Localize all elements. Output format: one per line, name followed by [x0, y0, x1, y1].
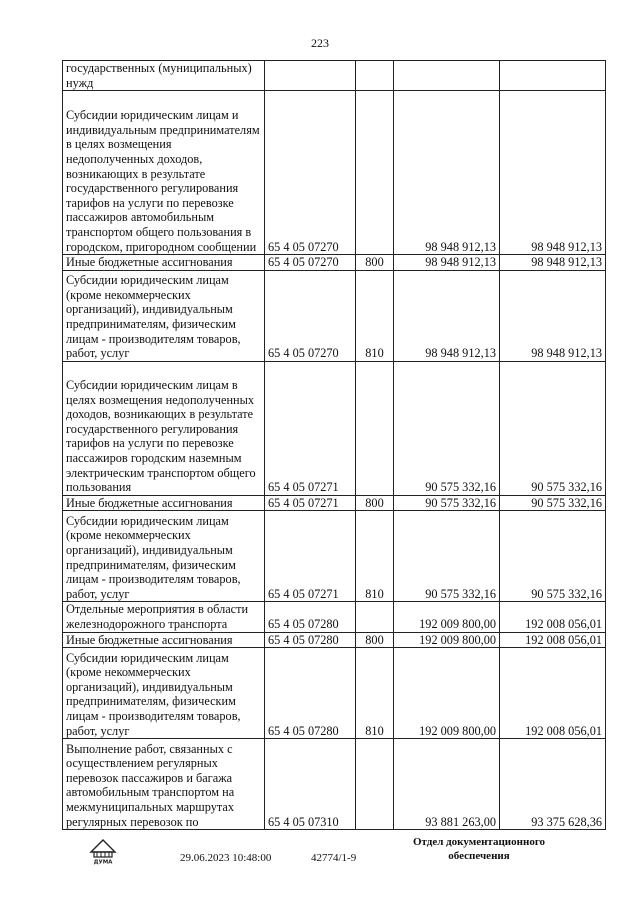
row-sum-fact — [500, 61, 606, 91]
row-name: Иные бюджетные ассигнования — [63, 632, 265, 648]
row-vr — [356, 739, 394, 830]
row-code: 65 4 05 07270 — [265, 270, 356, 361]
row-code: 65 4 05 07271 — [265, 511, 356, 602]
row-sum-plan: 93 881 263,00 — [394, 739, 500, 830]
row-name: государственных (муниципальных) нужд — [63, 61, 265, 91]
row-code: 65 4 05 07280 — [265, 632, 356, 648]
row-vr: 800 — [356, 255, 394, 271]
table-row — [63, 61, 606, 91]
row-vr: 810 — [356, 270, 394, 361]
budget-table — [62, 60, 606, 830]
row-sum-plan: 98 948 912,13 — [394, 270, 500, 361]
table-row — [63, 91, 606, 255]
table-row — [63, 602, 606, 632]
row-code: 65 4 05 07270 — [265, 255, 356, 271]
row-vr — [356, 91, 394, 255]
row-vr: 810 — [356, 648, 394, 739]
row-sum-plan: 90 575 332,16 — [394, 495, 500, 511]
duma-logo-icon — [88, 835, 118, 865]
row-code: 65 4 05 07271 — [265, 361, 356, 495]
row-sum-fact: 93 375 628,36 — [500, 739, 606, 830]
row-code — [265, 61, 356, 91]
logo-text: ДУМА — [93, 859, 113, 865]
row-sum-fact: 192 008 056,01 — [500, 648, 606, 739]
row-sum-fact: 192 008 056,01 — [500, 632, 606, 648]
table-row — [63, 255, 606, 271]
table-row — [63, 361, 606, 495]
row-vr: 800 — [356, 632, 394, 648]
print-datetime: 29.06.2023 10:48:00 — [180, 852, 272, 864]
row-name: Отдельные мероприятия в области железнодорожного транспорта — [63, 602, 265, 632]
row-sum-fact: 98 948 912,13 — [500, 255, 606, 271]
row-vr: 800 — [356, 495, 394, 511]
row-sum-fact: 90 575 332,16 — [500, 361, 606, 495]
row-sum-fact: 98 948 912,13 — [500, 270, 606, 361]
page-number: 223 — [311, 36, 329, 50]
row-name: Субсидии юридическим лицам (кроме некоммерческих организаций), индивидуальным предпринимателям, физическим лицам - производителям товаров, работ, услуг — [63, 270, 265, 361]
row-sum-plan: 192 009 800,00 — [394, 632, 500, 648]
row-vr — [356, 61, 394, 91]
table-row — [63, 495, 606, 511]
row-code: 65 4 05 07271 — [265, 495, 356, 511]
row-sum-plan: 192 009 800,00 — [394, 648, 500, 739]
row-sum-plan: 90 575 332,16 — [394, 511, 500, 602]
document-number: 42774/1-9 — [311, 852, 357, 864]
table-row — [63, 511, 606, 602]
row-name: Иные бюджетные ассигнования — [63, 495, 265, 511]
department-line: обеспечения — [448, 850, 510, 862]
row-sum-plan: 98 948 912,13 — [394, 91, 500, 255]
row-code: 65 4 05 07280 — [265, 648, 356, 739]
row-name: Субсидии юридическим лицам (кроме некоммерческих организаций), индивидуальным предпринимателям, физическим лицам - производителям товаров, работ, услуг — [63, 511, 265, 602]
row-sum-fact: 90 575 332,16 — [500, 495, 606, 511]
row-code: 65 4 05 07310 — [265, 739, 356, 830]
table-row — [63, 632, 606, 648]
row-vr: 810 — [356, 511, 394, 602]
department-stamp — [404, 835, 554, 863]
table-row — [63, 739, 606, 830]
table-row — [63, 270, 606, 361]
row-vr — [356, 361, 394, 495]
row-name: Иные бюджетные ассигнования — [63, 255, 265, 271]
row-vr — [356, 602, 394, 632]
row-sum-fact: 90 575 332,16 — [500, 511, 606, 602]
row-sum-fact: 98 948 912,13 — [500, 91, 606, 255]
row-code: 65 4 05 07280 — [265, 602, 356, 632]
row-sum-plan — [394, 61, 500, 91]
table-row — [63, 648, 606, 739]
row-name: Субсидии юридическим лицам и индивидуальным предпринимателям в целях возмещения недополученных доходов, возникающих в результате государственного регулирования тарифов на услуги по перевозке пассажиров автомобильным транспортом общего пользования в городском, пригородном сообщении — [63, 91, 265, 255]
row-sum-plan: 98 948 912,13 — [394, 255, 500, 271]
row-sum-plan: 90 575 332,16 — [394, 361, 500, 495]
row-sum-plan: 192 009 800,00 — [394, 602, 500, 632]
department-line: Отдел документационного — [412, 836, 546, 848]
row-name: Выполнение работ, связанных с осуществлением регулярных перевозок пассажиров и багажа автомобильным транспортом на межмуниципальных маршрутах регулярных перевозок по — [63, 739, 265, 830]
row-name: Субсидии юридическим лицам (кроме некоммерческих организаций), индивидуальным предпринимателям, физическим лицам - производителям товаров, работ, услуг — [63, 648, 265, 739]
row-code: 65 4 05 07270 — [265, 91, 356, 255]
row-sum-fact: 192 008 056,01 — [500, 602, 606, 632]
row-name: Субсидии юридическим лицам в целях возмещения недополученных доходов, возникающих в результате государственного регулирования тарифов на услуги по перевозке пассажиров городским наземным электрическим транспортом общего пользования — [63, 361, 265, 495]
